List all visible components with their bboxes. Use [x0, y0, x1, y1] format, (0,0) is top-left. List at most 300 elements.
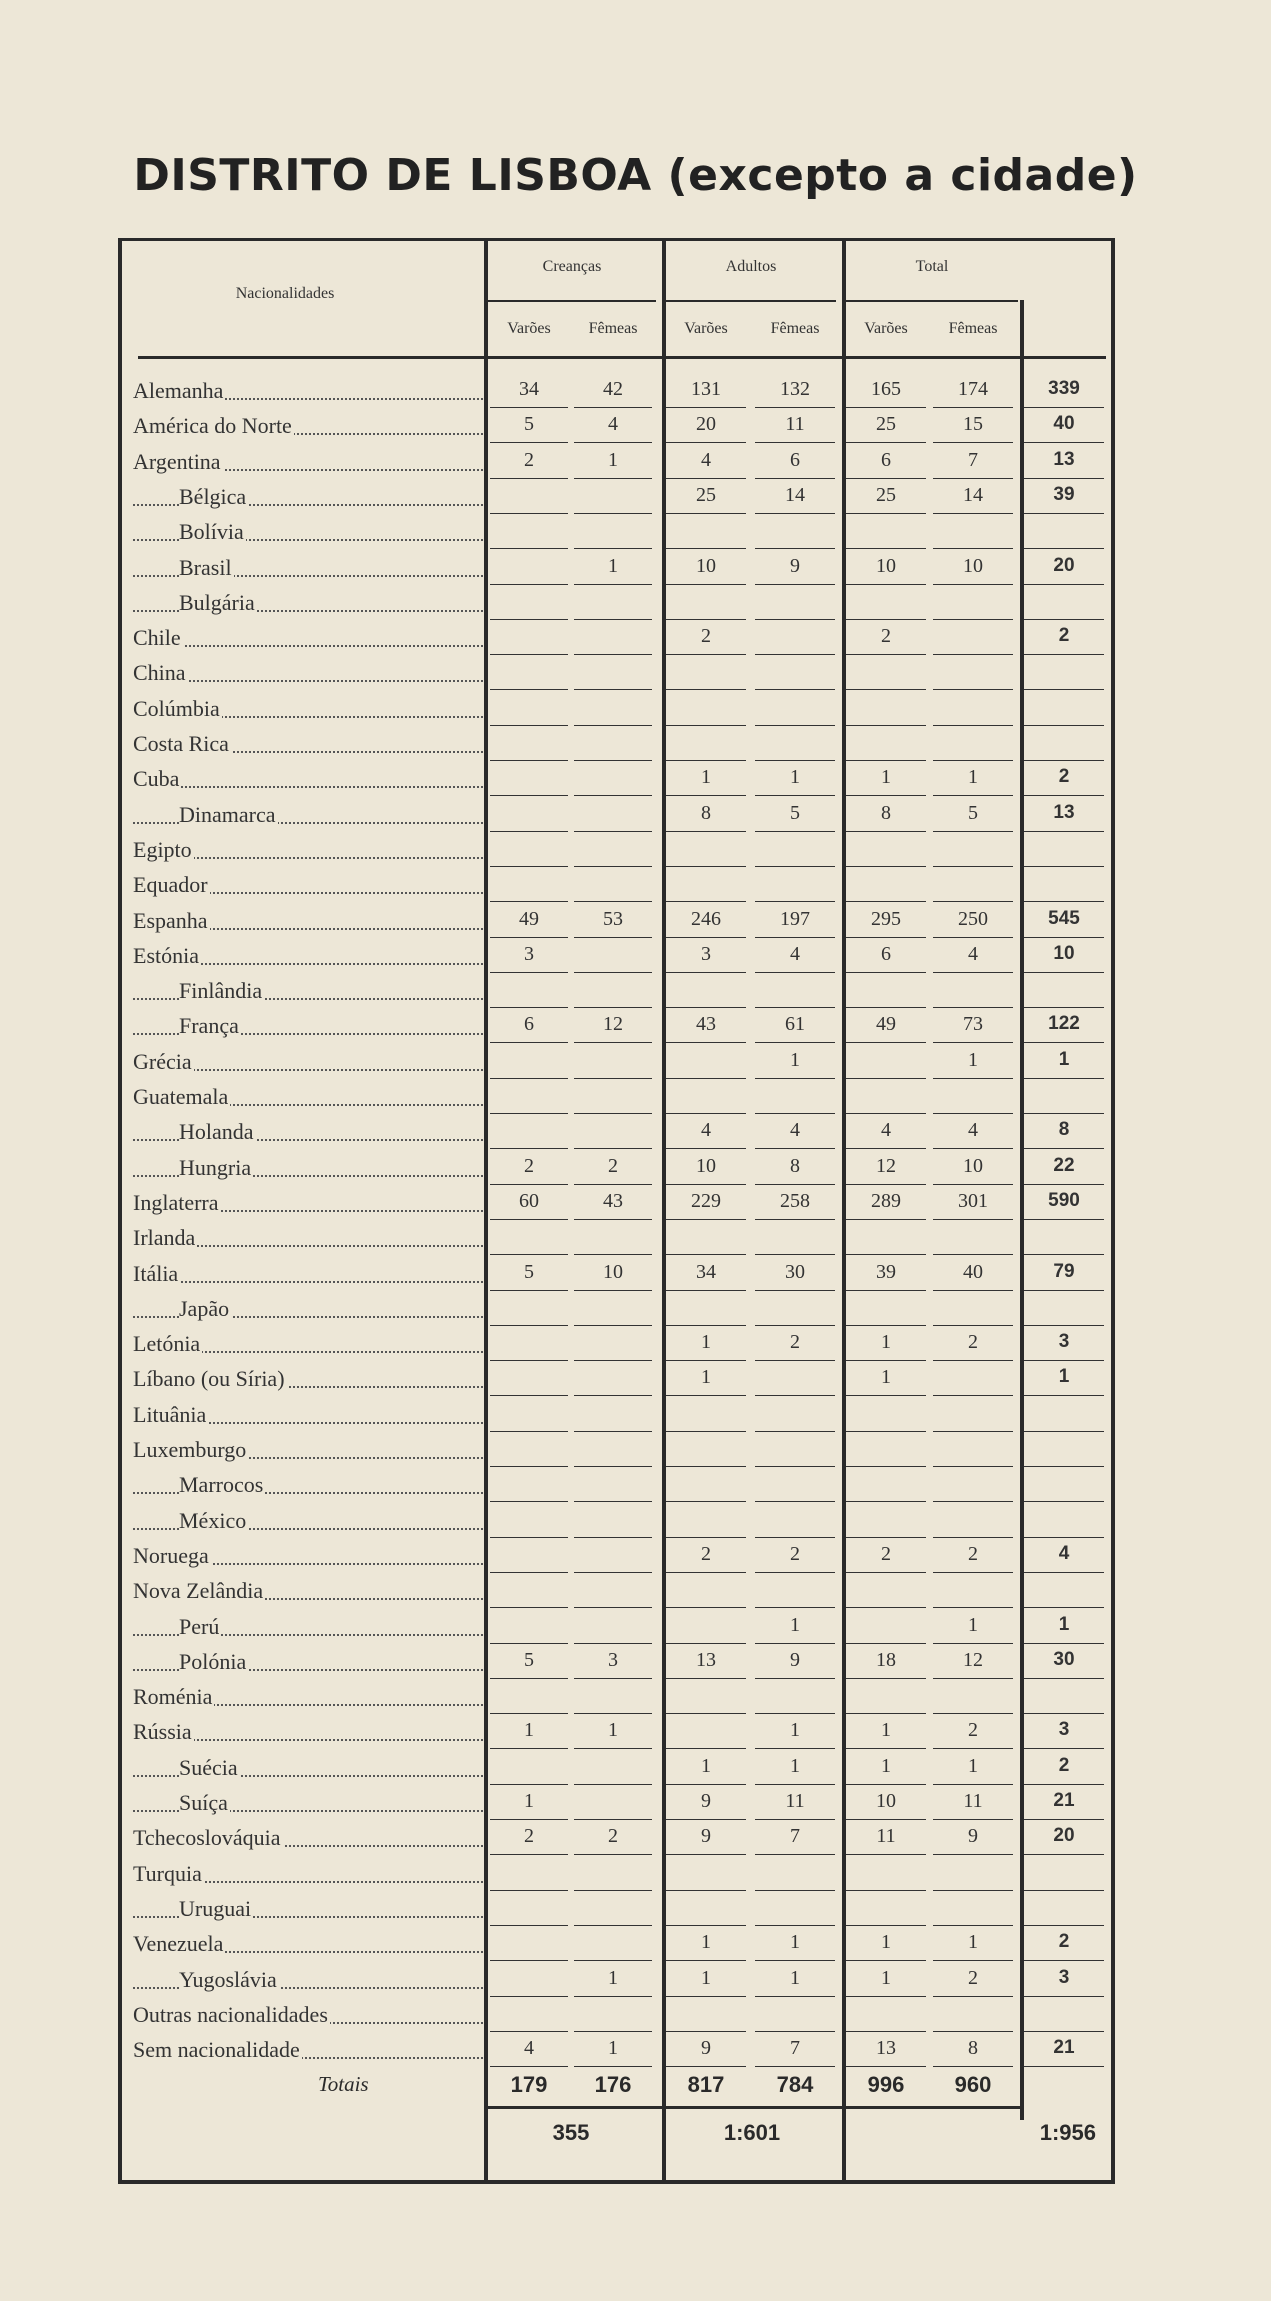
table-cell: 1 — [846, 1327, 926, 1361]
table-cell: 2 — [933, 1715, 1013, 1749]
table-cell — [490, 515, 568, 549]
nationality-name: Equador — [133, 872, 208, 898]
table-cell: 1 — [755, 1045, 835, 1079]
table-cell: 2 — [666, 1539, 746, 1573]
table-cell: 4 — [933, 939, 1013, 973]
table-cell: 1 — [666, 1362, 746, 1396]
nationality-name: Bolívia — [179, 519, 244, 545]
table-cell: 1 — [755, 762, 835, 796]
table-cell — [846, 656, 926, 690]
table-cell: 4 — [1024, 1539, 1104, 1573]
table-cell: 1 — [755, 1927, 835, 1961]
table-cell: 10 — [666, 551, 746, 585]
table-cell — [666, 1998, 746, 2032]
table-cell: 6 — [755, 445, 835, 479]
table-cell: 229 — [666, 1186, 746, 1220]
header-rule — [488, 300, 656, 302]
table-cell: 11 — [933, 1786, 1013, 1820]
table-cell — [490, 1504, 568, 1538]
table-cell: 7 — [755, 1821, 835, 1855]
table-cell: 1 — [1024, 1610, 1104, 1644]
table-cell — [933, 586, 1013, 620]
nationality-name: Irlanda — [133, 1225, 196, 1251]
table-cell — [490, 833, 568, 867]
row-label — [133, 694, 483, 724]
nationality-name: Grécia — [133, 1048, 192, 1074]
table-cell — [1024, 586, 1104, 620]
nationality-name: Outras nacionalidades — [133, 2001, 328, 2027]
nationality-name: Venezuela — [133, 1931, 224, 1957]
row-label — [133, 1682, 483, 1712]
table-cell: 3 — [1024, 1715, 1104, 1749]
table-cell — [1024, 1080, 1104, 1114]
table-cell: 5 — [755, 798, 835, 832]
table-cell: 13 — [1024, 445, 1104, 479]
table-cell — [490, 1751, 568, 1785]
table-cell: 1 — [490, 1786, 568, 1820]
table-cell — [933, 1857, 1013, 1891]
table-cell: 1 — [574, 1715, 652, 1749]
table-cell: 1 — [490, 1715, 568, 1749]
table-cell — [574, 798, 652, 832]
row-label — [133, 1647, 483, 1677]
nationality-name: Marrocos — [179, 1472, 264, 1498]
table-cell — [574, 762, 652, 796]
table-cell — [755, 1292, 835, 1326]
table-cell: 2 — [574, 1821, 652, 1855]
table-cell — [574, 1927, 652, 1961]
table-cell: 2 — [490, 1151, 568, 1185]
table-cell — [933, 1574, 1013, 1608]
nationality-name: Bélgica — [179, 483, 247, 509]
row-label — [133, 1153, 483, 1183]
table-cell — [755, 515, 835, 549]
table-cell: 9 — [666, 1786, 746, 1820]
nationality-name: China — [133, 660, 186, 686]
leader-dots — [133, 786, 483, 788]
header-rule — [846, 300, 1018, 302]
table-cell: 20 — [666, 409, 746, 443]
row-label — [133, 1400, 483, 1430]
table-cell — [1024, 1998, 1104, 2032]
table-cell: 9 — [755, 551, 835, 585]
row-label — [133, 1965, 483, 1995]
row-label — [133, 1364, 483, 1394]
table-cell — [933, 692, 1013, 726]
table-cell — [933, 868, 1013, 902]
table-cell — [666, 586, 746, 620]
row-label — [133, 1929, 483, 1959]
table-cell: 2 — [846, 1539, 926, 1573]
table-cell: 295 — [846, 904, 926, 938]
row-label — [133, 376, 483, 406]
totals-value: 176 — [594, 2072, 632, 2098]
table-cell — [574, 1574, 652, 1608]
table-cell: 1 — [666, 1963, 746, 1997]
table-cell — [1024, 1221, 1104, 1255]
table-cell — [490, 656, 568, 690]
table-cell — [574, 1998, 652, 2032]
row-label — [133, 658, 483, 688]
table-cell — [1024, 868, 1104, 902]
totals-combined: 1:601 — [723, 2120, 781, 2146]
nationality-name: Holanda — [179, 1119, 254, 1145]
row-label — [133, 1823, 483, 1853]
totals-value: 960 — [954, 2072, 992, 2098]
nationality-name: Yugoslávia — [179, 1966, 277, 1992]
table-cell: 4 — [574, 409, 652, 443]
table-cell: 174 — [933, 374, 1013, 408]
header-subcolumn: Varões — [684, 320, 728, 337]
table-cell: 1 — [574, 445, 652, 479]
table-cell: 2 — [933, 1963, 1013, 1997]
totals-value: 996 — [867, 2072, 905, 2098]
table-cell — [666, 833, 746, 867]
table-cell — [846, 1857, 926, 1891]
table-cell — [490, 1468, 568, 1502]
table-cell — [490, 1857, 568, 1891]
table-cell — [574, 939, 652, 973]
table-cell: 1 — [755, 1715, 835, 1749]
table-cell: 21 — [1024, 1786, 1104, 1820]
row-label — [133, 729, 483, 759]
table-cell — [933, 1362, 1013, 1396]
header-group: Creanças — [542, 258, 602, 275]
table-cell — [490, 1927, 568, 1961]
table-cell — [846, 1221, 926, 1255]
table-cell: 9 — [666, 2033, 746, 2067]
table-cell — [574, 1115, 652, 1149]
table-cell: 289 — [846, 1186, 926, 1220]
nationality-name: Chile — [133, 625, 181, 651]
nationality-name: França — [179, 1013, 239, 1039]
table-cell: 1 — [933, 1927, 1013, 1961]
header-nationalities: Nacionalidades — [235, 285, 335, 302]
row-label — [133, 1011, 483, 1041]
table-cell — [1024, 1398, 1104, 1432]
table-cell: 250 — [933, 904, 1013, 938]
table-cell: 49 — [846, 1009, 926, 1043]
row-label — [133, 623, 483, 653]
table-cell: 12 — [846, 1151, 926, 1185]
table-cell: 42 — [574, 374, 652, 408]
table-cell: 5 — [490, 409, 568, 443]
row-label — [133, 1259, 483, 1289]
table-cell — [846, 1610, 926, 1644]
table-cell: 1 — [846, 1963, 926, 1997]
table-cell: 61 — [755, 1009, 835, 1043]
nationality-name: Rússia — [133, 1719, 192, 1745]
table-cell: 2 — [490, 1821, 568, 1855]
nationality-name: Colúmbia — [133, 695, 220, 721]
table-cell — [933, 833, 1013, 867]
table-cell — [933, 727, 1013, 761]
table-cell: 5 — [490, 1645, 568, 1679]
table-cell: 39 — [846, 1257, 926, 1291]
table-cell: 12 — [574, 1009, 652, 1043]
table-cell — [846, 1680, 926, 1714]
row-label — [133, 411, 483, 441]
table-cell: 40 — [1024, 409, 1104, 443]
table-cell: 8 — [1024, 1115, 1104, 1149]
table-cell — [933, 621, 1013, 655]
table-cell — [846, 586, 926, 620]
nationality-name: Finlândia — [179, 978, 263, 1004]
nationality-name: Dinamarca — [179, 801, 276, 827]
column-divider — [484, 238, 488, 2184]
table-cell — [846, 833, 926, 867]
table-cell: 4 — [666, 1115, 746, 1149]
table-cell — [1024, 1504, 1104, 1538]
nationality-name: Itália — [133, 1260, 179, 1286]
nationality-name: Japão — [179, 1295, 230, 1321]
table-cell — [933, 1080, 1013, 1114]
table-cell — [490, 1963, 568, 1997]
table-cell: 10 — [666, 1151, 746, 1185]
table-cell — [574, 1045, 652, 1079]
table-cell: 11 — [755, 409, 835, 443]
table-cell — [846, 1574, 926, 1608]
table-cell — [933, 1504, 1013, 1538]
totals-label: Totais — [318, 2072, 369, 2097]
nationality-name: Roménia — [133, 1684, 213, 1710]
table-cell: 1 — [933, 1751, 1013, 1785]
nationality-name: Sem nacionalidade — [133, 2037, 300, 2063]
table-cell: 25 — [666, 480, 746, 514]
table-cell: 9 — [933, 1821, 1013, 1855]
table-cell: 8 — [755, 1151, 835, 1185]
table-cell: 18 — [846, 1645, 926, 1679]
table-cell — [933, 515, 1013, 549]
table-cell: 34 — [666, 1257, 746, 1291]
table-cell — [490, 1221, 568, 1255]
table-cell: 39 — [1024, 480, 1104, 514]
table-cell — [490, 1398, 568, 1432]
table-cell — [755, 1468, 835, 1502]
table-cell: 20 — [1024, 551, 1104, 585]
table-cell: 43 — [574, 1186, 652, 1220]
nationality-name: Uruguai — [179, 1895, 252, 1921]
table-cell — [574, 1433, 652, 1467]
table-cell — [755, 1680, 835, 1714]
table-cell: 2 — [1024, 1927, 1104, 1961]
table-cell: 7 — [755, 2033, 835, 2067]
row-label — [133, 1082, 483, 1112]
nationality-name: Estónia — [133, 942, 199, 968]
nationality-name: Letónia — [133, 1331, 201, 1357]
table-cell — [574, 1080, 652, 1114]
table-cell: 34 — [490, 374, 568, 408]
table-cell — [490, 762, 568, 796]
nationality-name: Egipto — [133, 836, 192, 862]
totals-combined: 355 — [552, 2120, 590, 2146]
table-cell: 2 — [1024, 1751, 1104, 1785]
table-cell: 60 — [490, 1186, 568, 1220]
table-cell: 1 — [933, 762, 1013, 796]
table-cell — [574, 1539, 652, 1573]
header-subcolumn: Fêmeas — [770, 320, 820, 337]
table-cell: 10 — [846, 551, 926, 585]
totals-combined: 1:956 — [1039, 2120, 1096, 2146]
table-cell: 2 — [755, 1327, 835, 1361]
nationality-name: Luxemburgo — [133, 1437, 247, 1462]
table-cell — [846, 1045, 926, 1079]
table-cell — [755, 868, 835, 902]
table-cell — [490, 1115, 568, 1149]
table-cell: 9 — [666, 1821, 746, 1855]
table-cell — [1024, 1292, 1104, 1326]
table-cell — [490, 1574, 568, 1608]
table-cell: 9 — [755, 1645, 835, 1679]
table-cell: 1 — [666, 1927, 746, 1961]
table-cell: 3 — [666, 939, 746, 973]
table-cell — [490, 1080, 568, 1114]
nationality-name: Brasil — [179, 554, 232, 580]
table-cell: 4 — [666, 445, 746, 479]
table-cell: 21 — [1024, 2033, 1104, 2067]
table-cell — [490, 1433, 568, 1467]
table-cell — [755, 692, 835, 726]
table-cell — [1024, 1857, 1104, 1891]
header-rule — [666, 300, 836, 302]
nationality-name: Lituânia — [133, 1401, 207, 1427]
table-cell — [846, 1080, 926, 1114]
totals-value: 179 — [510, 2072, 548, 2098]
table-cell — [666, 1292, 746, 1326]
table-cell: 10 — [846, 1786, 926, 1820]
table-cell — [755, 656, 835, 690]
table-cell — [574, 1610, 652, 1644]
table-cell: 3 — [490, 939, 568, 973]
header-subcolumn: Varões — [864, 320, 908, 337]
table-cell — [1024, 515, 1104, 549]
table-cell — [490, 1362, 568, 1396]
table-cell — [846, 1892, 926, 1926]
totals-rule — [484, 2106, 1024, 2109]
table-cell: 13 — [666, 1645, 746, 1679]
nationality-name: Turquia — [133, 1860, 202, 1886]
table-cell: 6 — [846, 939, 926, 973]
table-cell — [574, 1680, 652, 1714]
table-cell: 1 — [1024, 1045, 1104, 1079]
table-cell — [666, 1398, 746, 1432]
table-cell: 2 — [574, 1151, 652, 1185]
table-cell: 10 — [574, 1257, 652, 1291]
totals-value: 817 — [687, 2072, 725, 2098]
table-cell — [574, 727, 652, 761]
table-cell: 14 — [755, 480, 835, 514]
table-cell — [574, 1892, 652, 1926]
nationality-name: Líbano (ou Síria) — [133, 1366, 285, 1392]
table-cell — [490, 868, 568, 902]
table-cell — [666, 1221, 746, 1255]
table-cell: 4 — [933, 1115, 1013, 1149]
nationality-name: Guatemala — [133, 1084, 229, 1109]
table-cell: 7 — [933, 445, 1013, 479]
table-cell — [666, 692, 746, 726]
row-label — [133, 553, 483, 583]
table-cell — [1024, 692, 1104, 726]
table-cell — [574, 1786, 652, 1820]
table-cell — [666, 656, 746, 690]
table-cell — [846, 1433, 926, 1467]
table-cell: 2 — [1024, 621, 1104, 655]
table-cell: 1 — [933, 1045, 1013, 1079]
table-cell: 10 — [1024, 939, 1104, 973]
table-cell — [755, 1574, 835, 1608]
table-cell: 15 — [933, 409, 1013, 443]
header-group: Adultos — [725, 258, 777, 275]
table-cell — [1024, 1433, 1104, 1467]
nationality-name: Costa Rica — [133, 731, 229, 756]
row-label — [133, 1188, 483, 1218]
table-cell — [1024, 1892, 1104, 1926]
table-cell: 132 — [755, 374, 835, 408]
table-cell — [490, 1892, 568, 1926]
table-cell — [490, 1327, 568, 1361]
nationality-name: Noruega — [133, 1542, 209, 1568]
table-cell — [755, 621, 835, 655]
table-cell — [666, 974, 746, 1008]
table-cell: 590 — [1024, 1186, 1104, 1220]
table-cell — [755, 833, 835, 867]
table-cell — [846, 727, 926, 761]
table-cell: 1 — [755, 1610, 835, 1644]
row-label — [133, 1470, 483, 1500]
table-cell — [574, 833, 652, 867]
table-cell: 3 — [1024, 1963, 1104, 1997]
table-cell — [574, 1857, 652, 1891]
table-cell — [666, 1504, 746, 1538]
table-cell — [755, 1398, 835, 1432]
table-cell: 20 — [1024, 1821, 1104, 1855]
totals-value: 784 — [776, 2072, 814, 2098]
table-cell — [666, 1433, 746, 1467]
header-subcolumn: Varões — [507, 320, 551, 337]
table-cell — [933, 974, 1013, 1008]
table-cell: 30 — [755, 1257, 835, 1291]
table-cell: 40 — [933, 1257, 1013, 1291]
row-label — [133, 482, 483, 512]
table-cell — [490, 1998, 568, 2032]
table-cell — [666, 1468, 746, 1502]
table-cell — [666, 1574, 746, 1608]
row-label — [133, 2035, 483, 2065]
table-cell — [490, 727, 568, 761]
row-label — [133, 1435, 483, 1465]
row-label — [133, 870, 483, 900]
table-cell — [933, 1680, 1013, 1714]
row-label — [133, 1788, 483, 1818]
nationality-name: Argentina — [133, 448, 221, 474]
table-cell — [933, 1468, 1013, 1502]
nationality-name: Suíça — [179, 1790, 228, 1815]
table-cell — [574, 1398, 652, 1432]
table-cell — [666, 1857, 746, 1891]
table-cell — [1024, 727, 1104, 761]
row-label — [133, 1753, 483, 1783]
table-cell: 301 — [933, 1186, 1013, 1220]
nationality-name: Cuba — [133, 766, 180, 792]
row-label — [133, 1541, 483, 1571]
page-title: DISTRITO DE LISBOA (excepto a cidade) — [133, 150, 1138, 201]
table-cell — [574, 1362, 652, 1396]
table-cell: 1 — [846, 1715, 926, 1749]
table-cell: 197 — [755, 904, 835, 938]
table-cell — [846, 974, 926, 1008]
table-cell — [846, 868, 926, 902]
table-cell — [574, 1221, 652, 1255]
